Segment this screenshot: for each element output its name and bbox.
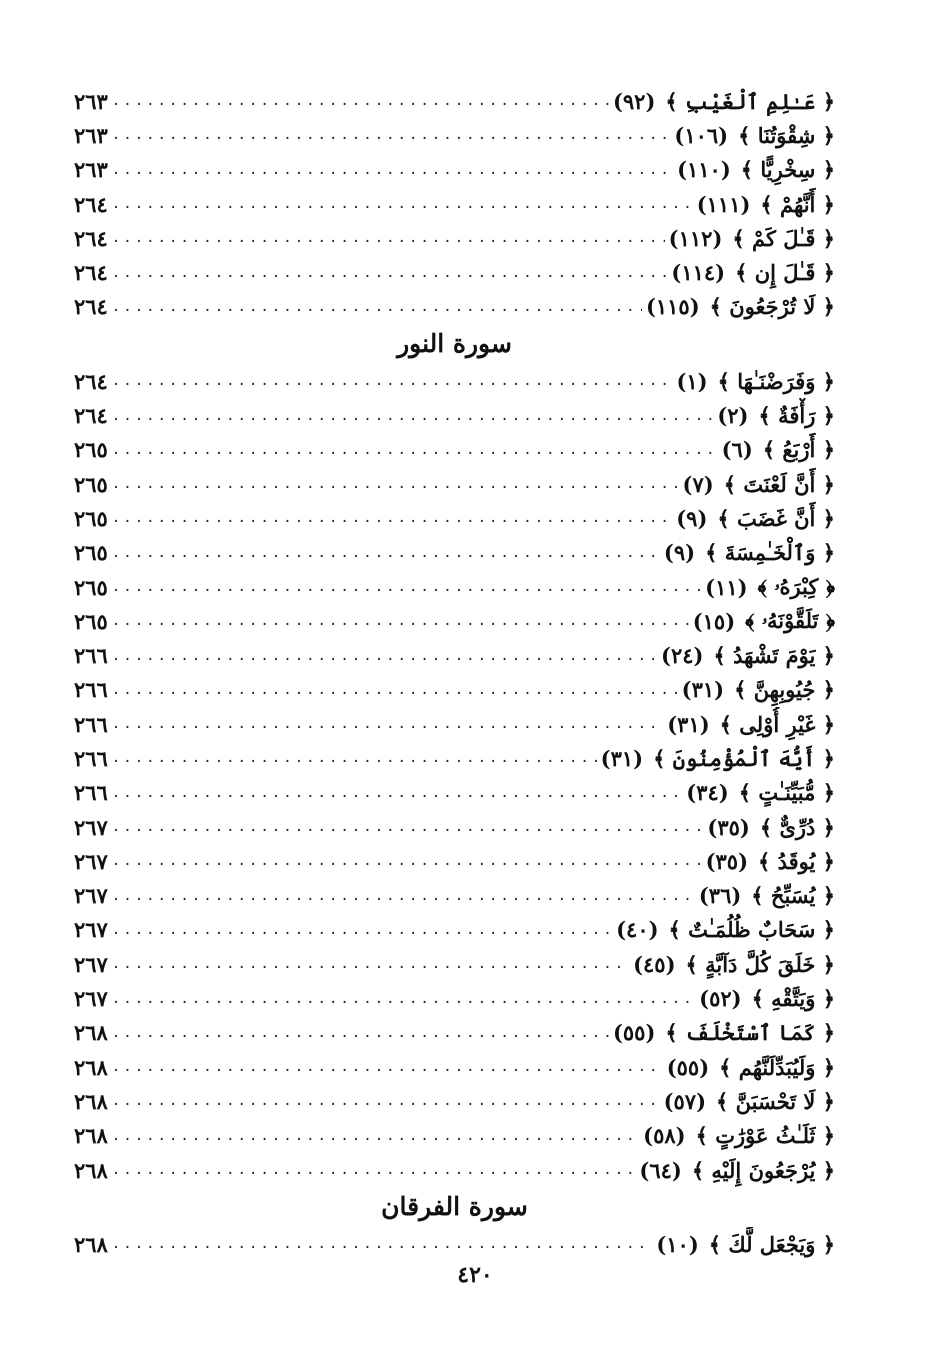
quran-word: ﴿ عَـٰلِمِ ٱلْغَيْبِ ﴾ — [665, 88, 835, 114]
verse-number: (١٠) — [656, 1231, 699, 1257]
page-reference: ٢٦٨ — [74, 1231, 108, 1257]
dot-leader — [112, 231, 665, 245]
index-entry — [74, 981, 835, 1015]
dot-leader — [112, 717, 663, 731]
dot-leader — [112, 923, 612, 937]
verse-number: (٣٥) — [707, 814, 750, 840]
dot-leader — [112, 649, 657, 663]
index-entry — [74, 947, 835, 981]
index-entry — [74, 879, 835, 913]
page-reference: ٢٦٦ — [74, 677, 108, 703]
verse-number: (٤٥) — [633, 951, 676, 977]
quran-word: ﴿ وَيَتَّقْهِ ﴾ — [751, 986, 835, 1012]
page-reference: ٢٦٥ — [74, 505, 108, 531]
dot-leader — [112, 854, 702, 868]
index-entry — [74, 810, 835, 844]
page-reference: ٢٦٧ — [74, 917, 108, 943]
index-entry — [74, 776, 835, 810]
verse-number: (٦) — [721, 437, 753, 463]
page-reference: ٢٦٨ — [74, 1123, 108, 1149]
quran-word: ﴿ شِقْوَتُنَا ﴾ — [738, 122, 835, 148]
dot-leader — [112, 683, 678, 697]
quran-word: ﴿ وَلَيُبَدِّلَنَّهُم ﴾ — [719, 1054, 835, 1080]
index-entry — [74, 913, 835, 947]
dot-leader — [112, 786, 682, 800]
page-reference: ٢٦٤ — [74, 294, 108, 320]
index-entry — [74, 741, 835, 775]
dot-leader — [112, 1237, 653, 1251]
page-reference: ٢٦٥ — [74, 608, 108, 634]
verse-number: (٣٦) — [698, 883, 742, 909]
page-reference: ٢٦٦ — [74, 745, 108, 771]
index-entry — [74, 118, 835, 152]
quran-word: ﴿ أَيُّهَ ٱلْمُؤْمِنُونَ ﴾ — [653, 745, 835, 771]
dot-leader — [112, 197, 693, 211]
index-entry — [74, 467, 835, 501]
quran-word: ﴿ وَٱلْخَـٰمِسَةَ ﴾ — [705, 540, 835, 566]
index-entry — [74, 501, 835, 535]
quran-word: ﴿ تَلَقَّوْنَهُۥ ﴾ — [745, 608, 835, 634]
index-entry — [74, 290, 835, 324]
quran-word: ﴿ وَيَجْعَل لَّكَ ﴾ — [708, 1231, 835, 1257]
page-reference: ٢٦٣ — [74, 122, 108, 148]
dot-leader — [112, 1094, 660, 1108]
index-entry — [74, 364, 835, 398]
index-entry — [74, 221, 835, 255]
page-reference: ٢٦٣ — [74, 88, 108, 114]
index-entry — [74, 187, 835, 221]
index-entry — [74, 1050, 835, 1084]
quran-word: ﴿ دُرِّىٌّ ﴾ — [759, 814, 835, 840]
verse-number: (٣١) — [681, 677, 725, 703]
surah-heading: سورة النور — [397, 329, 512, 359]
dot-leader — [112, 546, 660, 560]
index-entry — [74, 84, 835, 118]
quran-word: ﴿ وَفَرَضْنَـٰهَا ﴾ — [717, 368, 835, 394]
dot-leader — [112, 889, 695, 903]
verse-number: (٥٥) — [612, 1020, 656, 1046]
dot-leader — [112, 1163, 636, 1177]
quran-word: ﴿ أَنَّ لَعْنَتَ ﴾ — [723, 471, 835, 497]
page-reference: ٢٦٤ — [74, 368, 108, 394]
verse-number: (٣١) — [600, 745, 644, 771]
quran-word: ﴿ ثَلَـٰثُ عَوْرَٰتٍ ﴾ — [695, 1123, 835, 1149]
dot-leader — [112, 511, 672, 525]
quran-word: ﴿ كِبْرَهُۥ ﴾ — [757, 574, 835, 599]
verse-number: (٩٢) — [612, 88, 656, 114]
verse-number: (٩) — [676, 505, 708, 531]
verse-number: (١١٥) — [645, 294, 700, 320]
index-entry — [74, 1016, 835, 1050]
quran-word: ﴿ سَحَابٌ ظُلُمَـٰتٌ ﴾ — [668, 917, 835, 943]
index-entry — [74, 570, 835, 604]
page-reference: ٢٦٥ — [74, 574, 108, 600]
page-reference: ٢٦٧ — [74, 951, 108, 977]
dot-leader — [112, 580, 701, 594]
page-reference: ٢٦٥ — [74, 471, 108, 497]
verse-number: (٣٥) — [705, 848, 748, 874]
index-entry — [74, 707, 835, 741]
index-entry — [74, 1084, 835, 1118]
quran-word: ﴿ أَنَّ غَضَبَ ﴾ — [717, 505, 835, 531]
page-reference: ٢٦٧ — [74, 814, 108, 840]
index-entry — [74, 398, 835, 432]
index-entry — [74, 1153, 835, 1187]
quran-word: ﴿ جُيُوبِهِنَّ ﴾ — [734, 677, 835, 703]
quran-word: ﴿ قَـٰلَ كَمْ ﴾ — [732, 225, 835, 251]
index-entry — [74, 153, 835, 187]
page-reference: ٢٦٧ — [74, 883, 108, 909]
dot-leader — [112, 1060, 663, 1074]
verse-number: (٥٥) — [666, 1054, 710, 1080]
page-reference: ٢٦٨ — [74, 1157, 108, 1183]
quran-word: ﴿ لَا تَحْسَبَنَّ ﴾ — [716, 1088, 835, 1114]
page-reference: ٢٦٦ — [74, 711, 108, 737]
page-reference: ٢٦٨ — [74, 1088, 108, 1114]
verse-number: (٥٢) — [699, 986, 742, 1012]
verse-number: (١٥) — [692, 608, 736, 634]
quran-word: ﴿ غَيْرِ أُوْلِى ﴾ — [719, 711, 835, 737]
quran-word: ﴿ يَوْمَ تَشْهَدُ ﴾ — [713, 643, 835, 669]
quran-word: ﴿ لَا تُرْجَعُونَ ﴾ — [709, 294, 835, 320]
verse-number: (٣١) — [667, 711, 710, 737]
index-entry — [74, 673, 835, 707]
verse-number: (١١١) — [696, 191, 751, 217]
page-reference: ٢٦٤ — [74, 225, 108, 251]
quran-word: ﴿ يُوقَدُ ﴾ — [758, 848, 835, 874]
index-entry — [74, 844, 835, 878]
dot-leader — [112, 477, 679, 491]
index-entry — [74, 255, 835, 289]
quran-word: ﴿ يُسَبِّحُ ﴾ — [751, 883, 835, 909]
dot-leader — [112, 266, 668, 280]
verse-number: (٢٤) — [661, 643, 704, 669]
verse-number: (٧) — [682, 471, 714, 497]
dot-leader — [112, 374, 673, 388]
page-reference: ٢٦٧ — [74, 848, 108, 874]
quran-word: ﴿ مُّبَيِّنَـٰتٍ ﴾ — [738, 780, 835, 806]
dot-leader — [112, 1026, 609, 1040]
page-reference: ٢٦٨ — [74, 1020, 108, 1046]
verse-number: (١) — [676, 368, 708, 394]
page-reference: ٢٦٣ — [74, 157, 108, 183]
verse-number: (١٠٦) — [674, 122, 729, 148]
verse-number: (١١) — [705, 574, 748, 600]
dot-leader — [112, 409, 713, 423]
verse-number: (٥٨) — [643, 1123, 686, 1149]
page-reference: ٢٦٦ — [74, 780, 108, 806]
dot-leader — [112, 614, 689, 628]
quran-word: ﴿ أَرْبَعُ ﴾ — [762, 437, 835, 463]
index-entries — [74, 84, 835, 1262]
verse-number: (٩) — [663, 540, 696, 566]
quran-word: ﴿ خَلَقَ كُلَّ دَآبَّةٍ ﴾ — [685, 951, 835, 977]
quran-word: ﴿ قَـٰلَ إِن ﴾ — [735, 260, 835, 286]
quran-word: ﴿ رَأْفَةٌ ﴾ — [758, 403, 835, 429]
verse-number: (٥٧) — [663, 1088, 707, 1114]
page-reference: ٢٦٦ — [74, 643, 108, 669]
verse-number: (١١٤) — [671, 260, 726, 286]
quran-word: ﴿ كَمَا ٱسْتَخْلَفَ ﴾ — [665, 1020, 835, 1046]
dot-leader — [112, 300, 642, 314]
verse-number: (١١٢) — [668, 225, 723, 251]
quran-word: ﴿ يُرْجَعُونَ إِلَيْهِ ﴾ — [691, 1157, 835, 1183]
index-entry — [74, 1227, 835, 1261]
verse-number: (٣٤) — [686, 780, 729, 806]
quran-word: ﴿ سِخْرِيًّا ﴾ — [740, 157, 835, 183]
page-reference: ٢٦٥ — [74, 540, 108, 566]
quran-word: ﴿ أَنَّهُمْ ﴾ — [760, 191, 835, 217]
dot-leader — [112, 163, 673, 177]
page-reference: ٢٦٤ — [74, 191, 108, 217]
surah-heading: سورة الفرقان — [381, 1192, 528, 1222]
verse-number: (٢) — [717, 403, 749, 429]
dot-leader — [112, 1129, 639, 1143]
page-reference: ٢٦٨ — [74, 1054, 108, 1080]
verse-number: (٦٤) — [639, 1157, 682, 1183]
index-entry — [74, 638, 835, 672]
page-reference: ٢٦٧ — [74, 986, 108, 1012]
index-entry — [74, 536, 835, 570]
index-entry — [74, 1119, 835, 1153]
dot-leader — [112, 128, 671, 142]
dot-leader — [112, 94, 609, 108]
dot-leader — [112, 751, 597, 765]
page-reference: ٢٦٤ — [74, 260, 108, 286]
dot-leader — [112, 443, 718, 457]
index-entry — [74, 433, 835, 467]
page-reference: ٢٦٥ — [74, 437, 108, 463]
verse-number: (١١٠) — [677, 157, 731, 183]
verse-number: (٤٠) — [616, 917, 659, 943]
dot-leader — [112, 957, 629, 971]
index-entry — [74, 604, 835, 638]
page-reference: ٢٦٤ — [74, 403, 108, 429]
page-number: ٤٢٠ — [457, 1262, 493, 1288]
dot-leader — [112, 992, 695, 1006]
dot-leader — [112, 820, 704, 834]
